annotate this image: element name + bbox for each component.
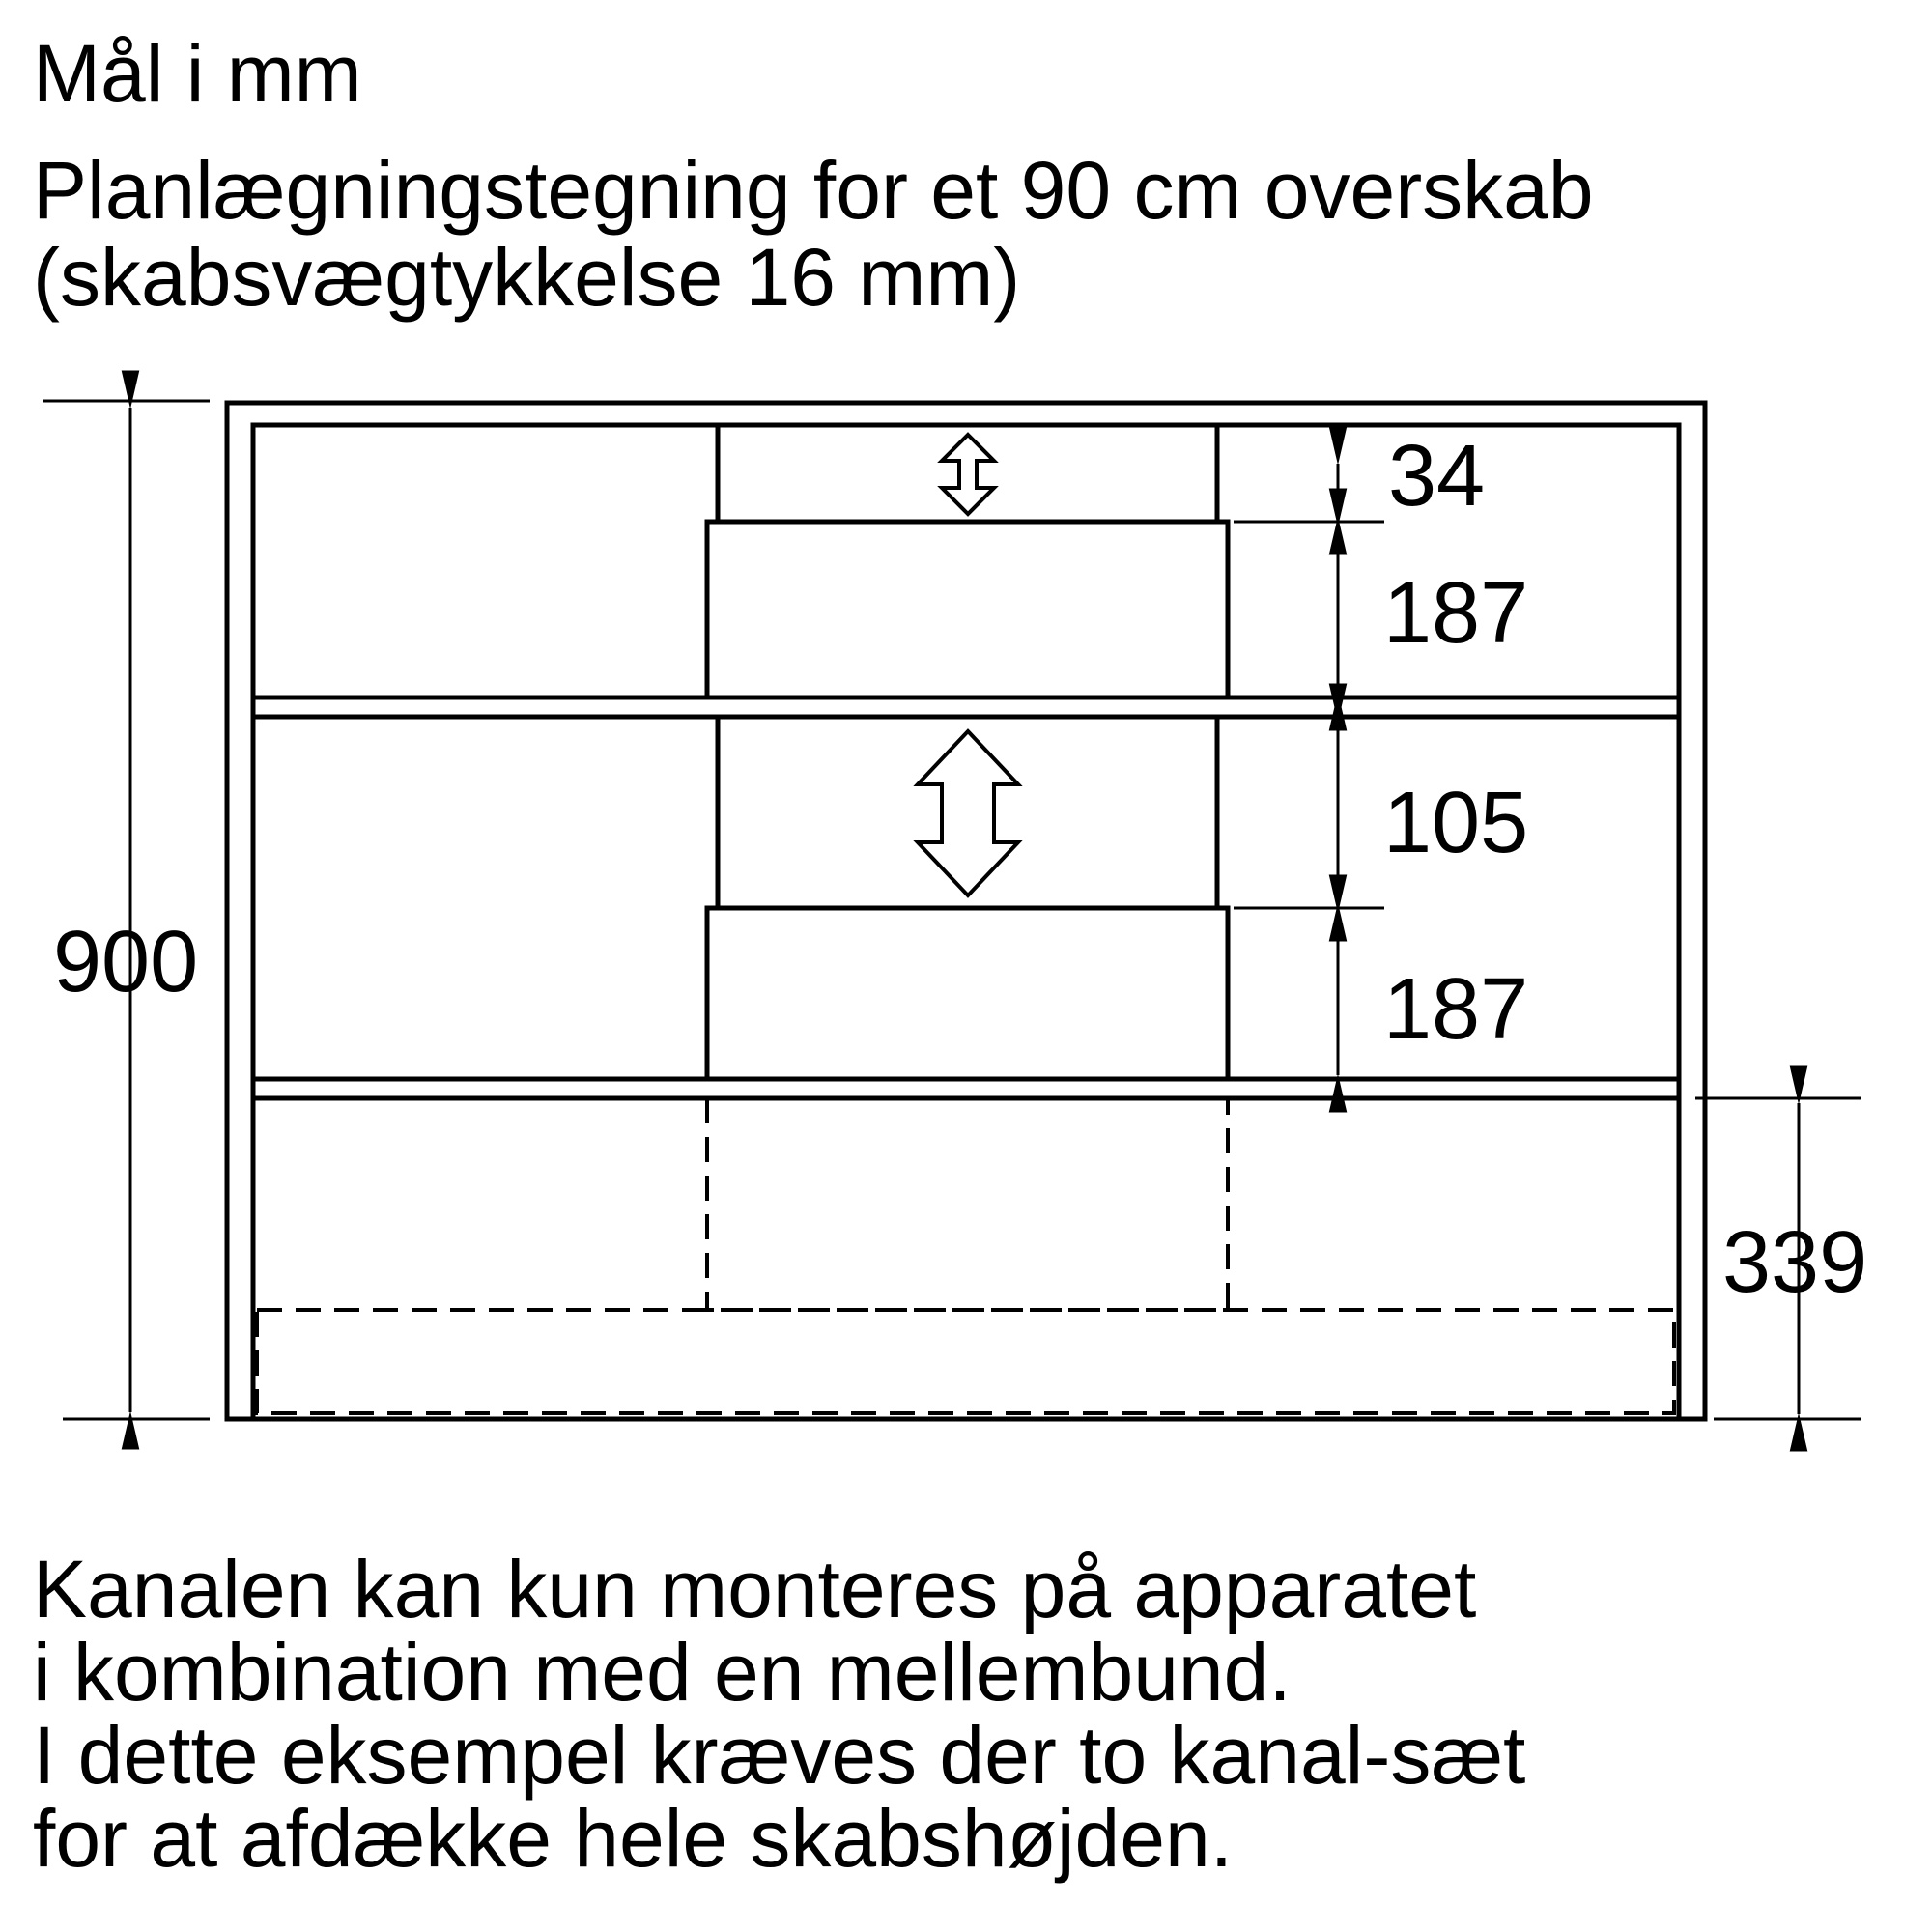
title-line-1: Planlægningstegning for et 90 cm overskab [33, 145, 1594, 236]
title-line-2: (skabsvægtykkelse 16 mm) [33, 232, 1021, 323]
units-label: Mål i mm [33, 28, 362, 119]
middle-channel-assembly [707, 717, 1228, 1079]
upper-channel-assembly [707, 425, 1228, 697]
lower-channel-box [707, 908, 1228, 1079]
upper-shelf [253, 697, 1679, 717]
footnote-line-2: i kombination med en mellembund. [33, 1627, 1292, 1718]
footnote-line-1: Kanalen kan kun monteres på apparatet [33, 1544, 1477, 1634]
middle-adjust-arrow-icon [918, 731, 1018, 895]
dim-label-339: 339 [1722, 1214, 1868, 1311]
footnote-line-3: I dette eksempel kræves der to kanal-sæt [33, 1710, 1526, 1801]
cabinet-outer-wall [227, 403, 1705, 1419]
middle-shelf [253, 1079, 1679, 1098]
cabinet-outline [227, 403, 1705, 1419]
dim-label-900: 900 [53, 914, 199, 1010]
dashed-appliance-outline [257, 1310, 1674, 1413]
dim-label-105: 105 [1383, 775, 1529, 871]
dim-label-187-upper: 187 [1383, 565, 1529, 662]
dimension-labels [53, 428, 1867, 1311]
hidden-channel-outline [257, 1098, 1674, 1413]
upper-telescope-section [718, 425, 1217, 522]
middle-telescope-section [718, 717, 1217, 908]
upper-adjust-arrow-icon [942, 435, 994, 514]
footnote [33, 1544, 1526, 1884]
dashed-channel-section [707, 1098, 1228, 1310]
upper-channel-box [707, 522, 1228, 697]
dim-label-187-lower: 187 [1383, 961, 1529, 1058]
footnote-line-4: for at afdække hele skabshøjden. [33, 1793, 1234, 1884]
dim-label-34: 34 [1388, 428, 1486, 525]
